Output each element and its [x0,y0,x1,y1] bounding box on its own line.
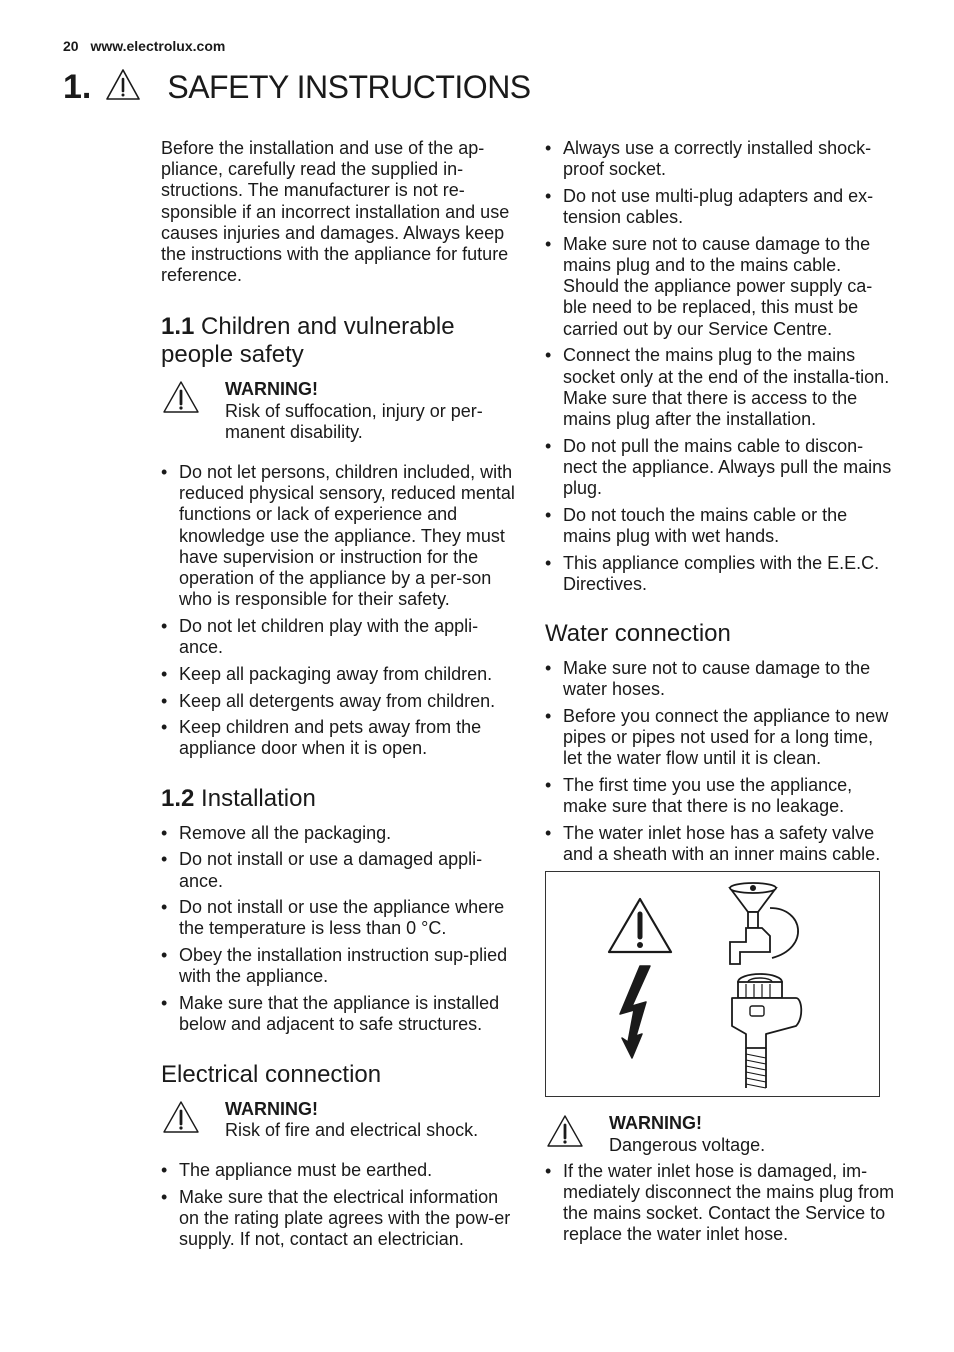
section-number: 1.2 [161,784,195,812]
list-item: • Do not use multi-plug adapters and ex-tension cables. [545,186,895,228]
page-header [63,38,225,54]
water-list [545,658,895,865]
installation-list [161,823,519,1036]
page-title [63,68,531,107]
list-item: • This appliance complies with the E.E.C. Directives. [545,553,895,595]
list-item: • Do not install or use the appliance where the temperature is less than 0 °C. [161,897,519,939]
warning-label: WARNING! [225,379,318,400]
section-number: 1.1 [161,313,195,341]
warning-box-electrical [161,1099,519,1141]
list-item: • Make sure that the appliance is installed below and adjacent to safe structures. [161,993,519,1035]
section-heading-electrical: Electrical connection [161,1060,382,1088]
list-item: • The water inlet hose has a safety valve and a sheath with an inner mains cable. [545,823,895,865]
list-item: • Always use a correctly installed shock-proof socket. [545,138,895,180]
list-item: • Obey the installation instruction sup-plied with the appliance. [161,945,519,987]
list-item: • The first time you use the appliance, make sure that there is no leakage. [545,775,895,817]
list-item: • Keep all detergents away from children. [161,691,519,712]
warning-text: Risk of suffocation, injury or per-manent disability. [225,400,483,442]
title-text: SAFETY INSTRUCTIONS [167,69,531,105]
website-url: www.electrolux.com [90,38,226,54]
list-item: • Connect the mains plug to the mains socket only at the end of the installa-tion. Make sure that there is access to the mains plug after the installation. [545,345,895,430]
warning-triangle-icon [545,1113,609,1154]
section-heading-installation [161,785,519,813]
warning-label: WARNING! [225,1098,318,1119]
list-item: • Do not let children play with the appli-ance. [161,616,519,658]
electrical-list-left [161,1160,519,1250]
list-item: • If the water inlet hose is damaged, im-mediately disconnect the mains plug from the mains socket. Contact the Service to replace the water inlet hose. [545,1161,895,1246]
children-safety-list [161,462,519,760]
right-column [545,138,895,1251]
warning-triangle-icon [606,896,674,956]
list-item: • Before you connect the appliance to new pipes or pipes not used for a long time, let the water flow until it is clean. [545,706,895,770]
list-item: • Make sure that the electrical information on the rating plate agrees with the pow-er supply. If not, contact an electrician. [161,1187,519,1251]
list-item: • Do not pull the mains cable to discon-nect the appliance. Always pull the mains plug. [545,436,895,500]
section-heading-water: Water connection [545,620,731,648]
list-item: • Remove all the packaging. [161,823,519,844]
warning-triangle-icon [161,1099,225,1140]
section-title: Children and vulnerable people safety [161,313,455,369]
warning-box-voltage [545,1113,895,1155]
warning-text: Risk of fire and electrical shock. [225,1119,479,1140]
title-number: 1. [63,68,92,106]
warning-box-children [161,379,519,443]
warning-label: WARNING! [609,1113,702,1134]
list-item: • Do not install or use a damaged appli-ance. [161,849,519,891]
safety-valve-illustration [545,871,880,1097]
list-item: • Keep all packaging away from children. [161,664,519,685]
list-item: • Do not let persons, children included, with reduced physical sensory, reduced mental functions or lack of experience and knowledge use the appliance. They must have supervision or instruction for the operation of the appliance by a per-son who is responsible for their safety. [161,462,519,610]
lightning-bolt-icon [612,964,662,1060]
list-item: • Do not touch the mains cable or the mains plug with wet hands. [545,505,895,547]
left-column [161,138,519,1256]
warning-triangle-icon [161,379,225,420]
section-heading-children [161,313,519,369]
water-final-list [545,1161,895,1246]
intro-paragraph: Before the installation and use of the ap-pliance, carefully read the supplied in-structions. The manufacturer is not re-sponsible if an incorrect installation and use causes injuries and damages. Always keep the instructions with the appliance for future reference. [161,138,510,286]
warning-text: Dangerous voltage. [609,1134,766,1155]
section-title: Installation [201,784,316,812]
list-item: • The appliance must be earthed. [161,1160,519,1181]
safety-valve-hose-icon [726,968,806,1092]
list-item: • Make sure not to cause damage to the water hoses. [545,658,895,700]
page-number: 20 [63,38,79,54]
water-tap-icon [724,878,810,970]
list-item: • Make sure not to cause damage to the mains plug and to the mains cable. Should the appliance power supply ca-ble need to be replaced, this must be carried out by our Service Centre. [545,234,895,340]
electrical-list-right [545,138,895,595]
warning-triangle-icon [105,68,141,107]
list-item: • Keep children and pets away from the appliance door when it is open. [161,717,519,759]
